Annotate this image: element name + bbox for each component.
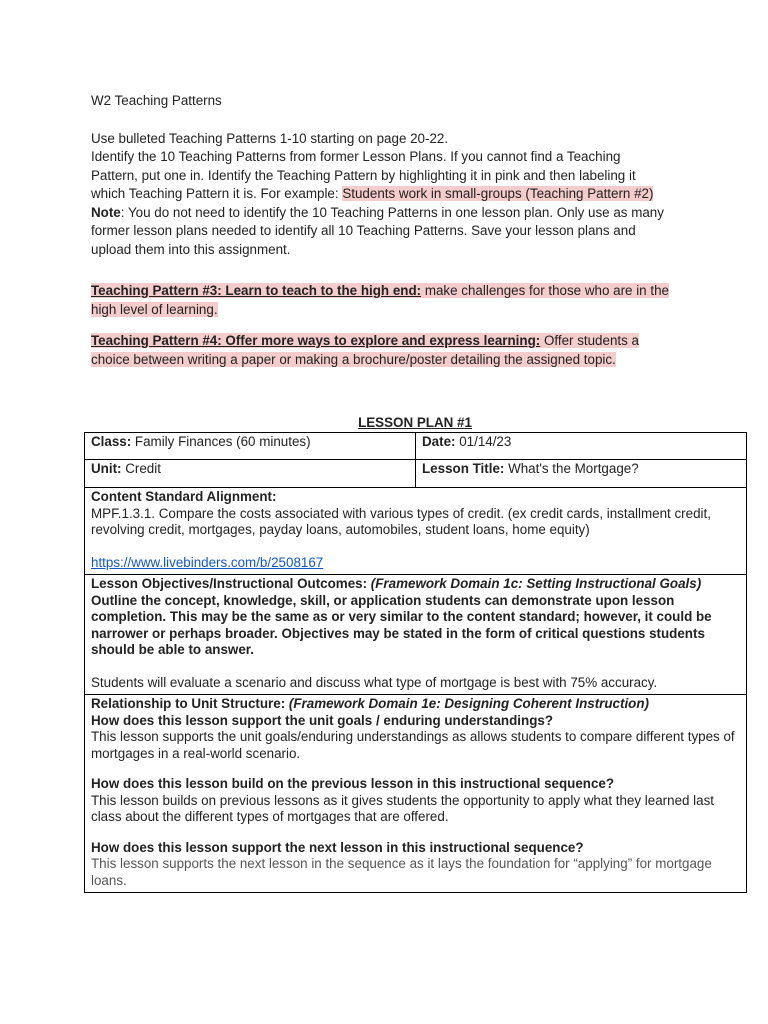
relationship-framework: (Framework Domain 1e: Designing Coherent Instruction) bbox=[288, 696, 649, 711]
table-row bbox=[85, 575, 747, 695]
note-label: Note bbox=[91, 204, 121, 220]
relationship-answer-3: This lesson supports the next lesson in the sequence as it lays the foundation for “applying” for mortgage loans. bbox=[91, 856, 712, 888]
table-row bbox=[85, 695, 747, 893]
class-label: Class: bbox=[91, 434, 132, 449]
note-text: : You do not need to identify the 10 Teaching Patterns in one lesson plan. Only use as many former lesson plans needed to identify all 10 Teaching Patterns. Save your lesson plans and upload them into this assignment. bbox=[91, 204, 664, 257]
instructions-text: Identify the 10 Teaching Patterns from former Lesson Plans. If you cannot find a Teaching Pattern, put one in. Identify the Teaching Pattern by highlighting it in pink and then labeling it which Teaching Pattern it is. For example: bbox=[91, 149, 636, 201]
lesson-title-label: Lesson Title: bbox=[422, 461, 505, 476]
document-title: W2 Teaching Patterns bbox=[91, 93, 222, 108]
lesson-plan-heading: LESSON PLAN #1 bbox=[358, 415, 472, 430]
relationship-answer-2: This lesson builds on previous lessons as it gives students the opportunity to apply what they learned last class about the different types of mortgages that are offered. bbox=[91, 792, 715, 824]
teaching-pattern-3-text: make challenges for those who are in the high level of learning. bbox=[91, 283, 669, 317]
date-label: Date: bbox=[422, 434, 456, 449]
teaching-pattern-4 bbox=[91, 332, 671, 369]
lesson-title-cell bbox=[416, 460, 747, 488]
teaching-pattern-3-label: Teaching Pattern #3: Learn to teach to the high end: bbox=[91, 283, 422, 298]
relationship-label: Relationship to Unit Structure: bbox=[91, 696, 289, 711]
teaching-pattern-3 bbox=[91, 282, 671, 319]
instructions-line-2 bbox=[91, 148, 671, 204]
relationship-question-2: How does this lesson build on the previous lesson in this instructional sequence? bbox=[91, 776, 615, 791]
content-standard-text: MPF.1.3.1. Compare the costs associated with various types of credit. (ex credit cards, installment credit, revolving credit, mortgages, payday loans, automobiles, student loans, home equity) bbox=[91, 505, 711, 537]
objectives-cell bbox=[85, 575, 747, 695]
relationship-question-1: How does this lesson support the unit goals / enduring understandings? bbox=[91, 712, 553, 728]
unit-cell bbox=[85, 460, 416, 488]
teaching-pattern-4-text: Offer students a choice between writing a paper or making a brochure/poster detailing the assigned topic. bbox=[91, 333, 639, 367]
class-value: Family Finances (60 minutes) bbox=[131, 434, 311, 449]
instructions-line-1: Use bulleted Teaching Patterns 1-10 starting on page 20-22. bbox=[91, 130, 449, 146]
objectives-prompt: Outline the concept, knowledge, skill, or application students can demonstrate upon lesson completion. This may be the same as or very similar to the content standard; however, it could be narrower or perhaps broader. Objectives may be stated in the form of critical questions students should be able to answer. bbox=[91, 592, 712, 657]
content-standard-label: Content Standard Alignment: bbox=[91, 489, 277, 504]
class-cell bbox=[85, 433, 416, 460]
table-row bbox=[85, 488, 747, 575]
table-row bbox=[85, 433, 747, 460]
date-cell bbox=[416, 433, 747, 460]
objectives-framework: (Framework Domain 1c: Setting Instructional Goals) bbox=[370, 576, 702, 591]
example-highlight: Students work in small-groups (Teaching Pattern #2) bbox=[342, 186, 654, 201]
content-standard-cell bbox=[85, 488, 747, 575]
livebinders-link[interactable]: https://www.livebinders.com/b/2508167 bbox=[91, 554, 324, 570]
objectives-label: Lesson Objectives/Instructional Outcomes: bbox=[91, 576, 371, 591]
table-row bbox=[85, 460, 747, 488]
objectives-answer: Students will evaluate a scenario and discuss what type of mortgage is best with 75% accuracy. bbox=[91, 674, 658, 690]
relationship-cell bbox=[85, 695, 747, 893]
relationship-answer-1: This lesson supports the unit goals/enduring understandings as allows students to compare different types of mortgages in a real-world scenario. bbox=[91, 729, 735, 761]
document-body bbox=[91, 92, 671, 369]
unit-label: Unit: bbox=[91, 461, 122, 476]
lesson-plan-table bbox=[84, 432, 747, 893]
teaching-pattern-4-label: Teaching Pattern #4: Offer more ways to explore and express learning: bbox=[91, 333, 541, 348]
instructions-note bbox=[91, 204, 671, 260]
date-value: 01/14/23 bbox=[455, 434, 512, 449]
instructions bbox=[91, 130, 671, 260]
unit-value: Credit bbox=[121, 461, 161, 476]
lesson-title-value: What's the Mortgage? bbox=[504, 461, 639, 476]
relationship-question-3: How does this lesson support the next lesson in this instructional sequence? bbox=[91, 839, 584, 855]
